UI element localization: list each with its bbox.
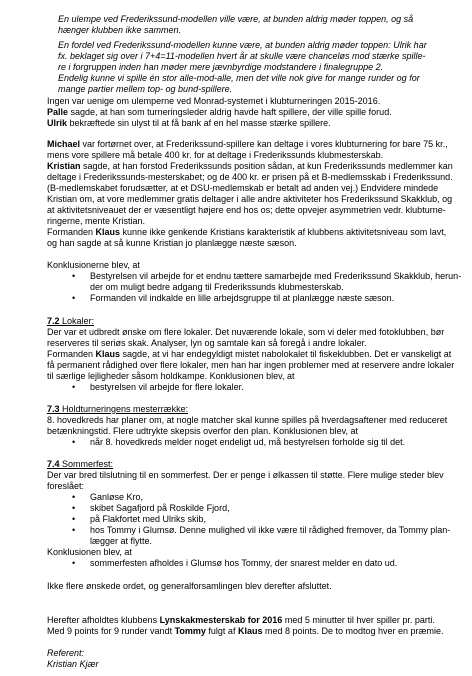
bullet-text: bestyrelsen vil arbejde for flere lokaler. [90, 382, 244, 392]
intro-quote-line: Endelig kunne vi spille én stor alle-mod-alle, men det ville nok give for mange runder og for [58, 73, 420, 83]
speaker-name: Michael [47, 139, 81, 149]
klaus-line [47, 227, 446, 238]
section-title: Lokaler: [59, 316, 95, 326]
intro-quote-line: En ulempe ved Frederikssund-modellen ville være, at bunden aldrig møder toppen, og så [58, 14, 414, 24]
referent-label: Referent: [47, 648, 85, 658]
place-option: skibet Sagafjord på Roskilde Fjord, [90, 503, 230, 513]
paragraph-line: Kristian om, at vore medlemmer gratis deltager i alle andre aktiviteter hos Frederikssund Skakklub, og [47, 194, 453, 204]
intro-quote-line: hænger klubben ikke sammen. [58, 25, 182, 35]
winner-name: Tommy [174, 626, 206, 636]
monrad-line: Ingen var uenige om ulemperne ved Monrad-systemet i klubturneringen 2015-2016. [47, 96, 381, 106]
speaker-name: Klaus [95, 227, 121, 237]
bullet-text: Formanden vil indkalde en lille arbejdsgruppe til at planlægge næste sæson. [90, 293, 395, 303]
paragraph-text: sagde, at vi har endegyldigt mistet nabolokalet til fiskeklubben. Det er vanskeligt at [120, 349, 452, 359]
paragraph-line: Der var bred tilslutning til en sommerfest. Der er penge i ølkassen til støtte. Flere mulige steder blev [47, 470, 444, 480]
intro-quote-line: re i forgruppen inden han møder mere jævnbyrdige modstandere i finalegruppe 2. [58, 62, 384, 72]
paragraph-text: kunne ikke genkende Kristians karakteristik af klubbens aktivitetsniveau som lavt, [120, 227, 447, 237]
paragraph-line: 8. hovedkreds har planer om, at nogle matcher skal kunne spilles på hverdagsaftener med reduceret [47, 415, 448, 425]
bullet-marker: • [72, 293, 76, 303]
lyn-line [47, 615, 435, 626]
bullet-text: der om muligt bedre adgang til Frederikssunds klubmesterskab. [90, 282, 344, 292]
bullet-marker: • [72, 525, 76, 535]
michael-line [47, 139, 448, 150]
bullet-marker: • [72, 514, 76, 524]
place-option: hos Tommy i Glumsø. Denne mulighed vil ikke være til rådighed fremover, da Tommy plan- [90, 525, 451, 535]
paragraph-line: at aktivitetsniveauet der er væsentligt højere end hos os; dette opvejer asymmetrien vedr. klubturne- [47, 205, 446, 215]
paragraph-line: deltage i Frederikssunds-mesterskabet; og de 400 kr. er prisen på et B-medlemsskab i Frederikssund. [47, 172, 453, 182]
palle-line [47, 107, 392, 118]
paragraph-text: fulgt af [205, 626, 238, 636]
paragraph-line: Der var et udbredt ønske om flere lokaler. Det nuværende lokale, som vi deler med fotoklubben, bør [47, 327, 445, 337]
paragraph-line: reserveres til seriøs skak. Analyser, lyn og samtale kan så foregå i andre lokaler. [47, 338, 367, 348]
bullet-marker: • [72, 271, 76, 281]
paragraph-line: og han sagde at så kunne Kristian jo planlægge næste sæson. [47, 238, 297, 248]
paragraph-line: betænkningstid. Flere udtrykte skepsis overfor den plan. Konklusionen blev, at [47, 426, 359, 436]
bullet-text: Bestyrelsen vil arbejde for et endnu tættere samarbejde med Frederikssund Skakklub, herun- [90, 271, 462, 281]
bullet-text: sommerfesten afholdes i Glumsø hos Tommy, der snarest melder en dato ud. [90, 558, 398, 568]
section-title: Sommerfest: [59, 459, 114, 469]
place-option: på Flakfortet med Ulriks skib, [90, 514, 207, 524]
paragraph-line: til særlige lejligheder såsom holdkampe. Konklusionen blev, at [47, 371, 295, 381]
kristian-line [47, 161, 453, 172]
section-number: 7.4 [47, 459, 60, 469]
bullet-marker: • [72, 558, 76, 568]
lyn-result-line [47, 626, 444, 637]
paragraph-text: var fortørnet over, at Frederikssund-spillere kan deltage i vores klubturnering for bare 75 kr., [80, 139, 448, 149]
bullet-text: når 8. hovedkreds melder noget endeligt ud, må bestyrelsen forholde sig til det. [90, 437, 406, 447]
conclusion-heading: Konklusionen blev, at [47, 547, 132, 557]
paragraph-line: (B-medlemskabet forudsætter, at et DSU-medlemskab er betalt ad anden vej.) Endvidere mindede [47, 183, 439, 193]
klaus-line [47, 349, 451, 360]
paragraph-text: Formanden [47, 227, 96, 237]
ulrik-text: bekræftede sin ulyst til at få bank af en hel masse stærke spillere. [67, 118, 331, 128]
speaker-name: Klaus [95, 349, 121, 359]
speaker-name: Palle [47, 107, 69, 117]
section-heading-7-4 [47, 459, 113, 470]
paragraph-line: ringerne, mente Kristian. [47, 216, 146, 226]
speaker-name: Ulrik [47, 118, 68, 128]
paragraph-text: Formanden [47, 349, 96, 359]
referent-name: Kristian Kjær [47, 659, 99, 669]
section-heading-7-2 [47, 316, 94, 327]
intro-quote-line: mange partier mellem top- og bund-spillere. [58, 84, 233, 94]
section-heading-7-3 [47, 404, 188, 415]
paragraph-text: sagde, at han forstod Frederikssunds position sådan, at kun Frederikssunds medlemmer kan [80, 161, 453, 171]
championship-name: Lynskakmesterskab for 2016 [159, 615, 283, 625]
bullet-marker: • [72, 437, 76, 447]
palle-text: sagde, at han som turneringsleder aldrig havde haft spillere, der ville spille forud. [68, 107, 392, 117]
place-option: lægger at flytte. [90, 536, 153, 546]
section-number: 7.3 [47, 404, 60, 414]
intro-quote-line: En fordel ved Frederikssund-modellen kunne være, at bunden aldrig møder toppen: Ulrik har [58, 40, 427, 50]
ulrik-line [47, 118, 331, 129]
paragraph-line: mens vore spillere må betale 400 kr. for at deltage i Frederikssunds klubmesterskab. [47, 150, 384, 160]
paragraph-text: med 5 minutter til hver spiller pr. parti. [282, 615, 435, 625]
intro-quote-line: fx. beklaget sig over i 7+4=11-modellen hvert år at skulle være chanceløs mod stærke spille- [58, 51, 426, 61]
paragraph-text: Med 9 points for 9 runder vandt [47, 626, 175, 636]
bullet-marker: • [72, 382, 76, 392]
paragraph-line: foreslået: [47, 481, 85, 491]
paragraph-text: Herefter afholdtes klubbens [47, 615, 160, 625]
conclusion-heading: Konklusionerne blev, at [47, 260, 140, 270]
speaker-name: Kristian [47, 161, 81, 171]
section-title: Holdturneringens mesterrække: [59, 404, 189, 414]
section-number: 7.2 [47, 316, 60, 326]
paragraph-line: få permanent rådighed over flere lokaler, men han har ingen problemer med at reservere andre lokaler [47, 360, 455, 370]
closing-line: Ikke flere ønskede ordet, og generalforsamlingen blev derefter afsluttet. [47, 581, 332, 591]
bullet-marker: • [72, 492, 76, 502]
paragraph-text: med 8 points. De to modtog hver en præmie. [262, 626, 444, 636]
runner-up-name: Klaus [237, 626, 263, 636]
bullet-marker: • [72, 503, 76, 513]
place-option: Ganløse Kro, [90, 492, 144, 502]
